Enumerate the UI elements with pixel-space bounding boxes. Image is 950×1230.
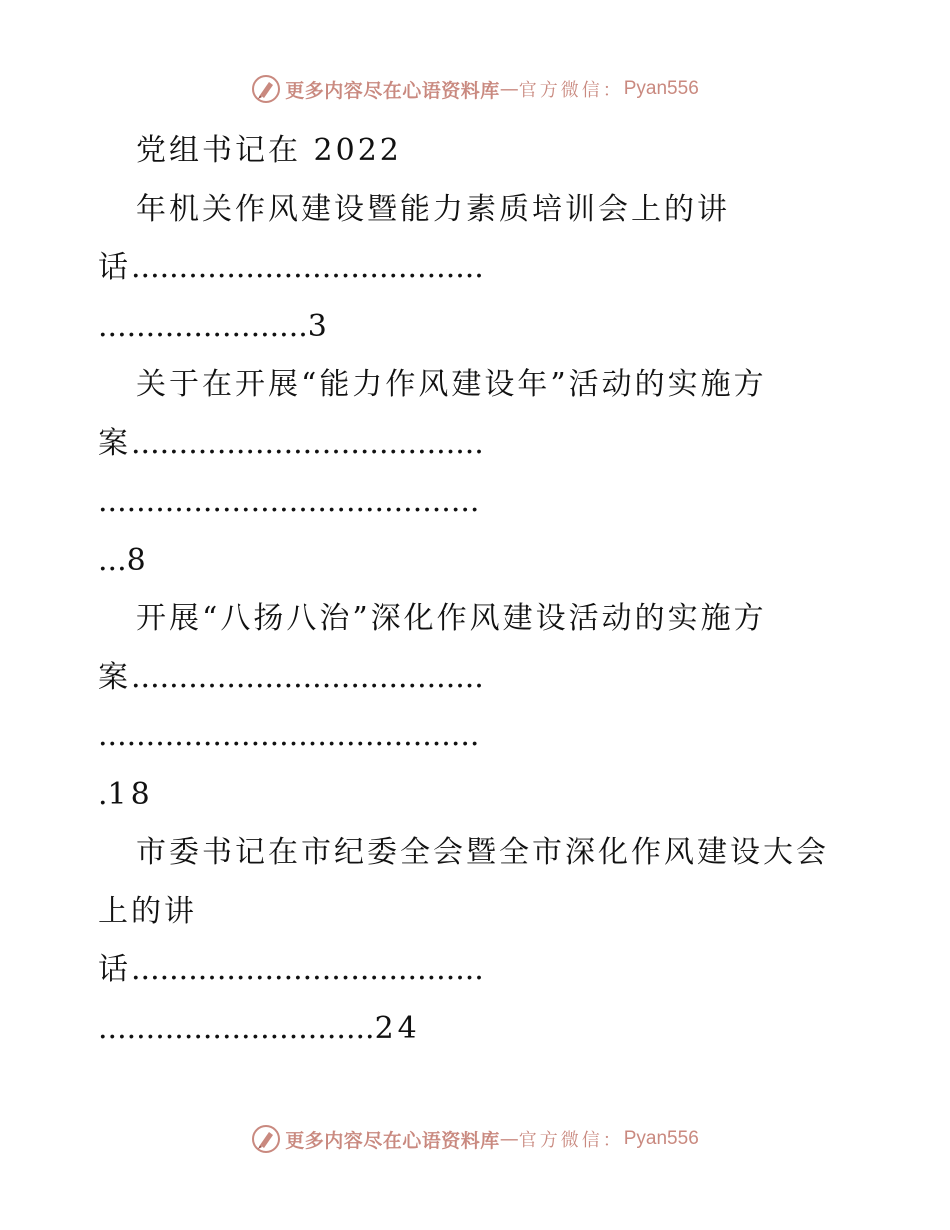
toc-leader-dots: ..................................... <box>131 659 484 695</box>
toc-entry-3-line-3[interactable] <box>98 707 858 766</box>
toc-entry-1-line-4[interactable] <box>98 298 858 357</box>
watermark-text: 更多内容尽在心语资料库 <box>285 79 500 102</box>
watermark-id: Pyan556 <box>623 78 699 99</box>
toc-entry-2-title-line-1[interactable]: 关于在开展“能力作风建设年”活动的实施方 <box>136 367 767 402</box>
toc-entry-1-page-number: 3 <box>307 308 331 344</box>
toc-entry-1-title-line-3: 话 <box>98 250 131 285</box>
watermark-separator: — <box>499 78 519 100</box>
toc-entry-4-line-3[interactable] <box>98 941 858 1000</box>
toc-entry-2-page-number: 8 <box>126 542 150 578</box>
watermark-footer <box>0 1121 950 1157</box>
toc-entry-3-line-2[interactable] <box>98 649 858 708</box>
toc-entry-3-page-number: 18 <box>107 776 154 812</box>
toc-entry-2-line-3[interactable] <box>98 473 858 532</box>
toc-entry-2-line-4[interactable] <box>98 532 858 591</box>
toc-entry-2-title-line-2: 案 <box>98 425 131 461</box>
toc-leader-dots: ..................................... <box>131 250 484 285</box>
watermark-id: Pyan556 <box>623 1128 699 1149</box>
toc-entry-3-title-line-1[interactable]: 开展“八扬八治”深化作风建设活动的实施方 <box>136 601 767 636</box>
toc-entry-4-line-4[interactable] <box>98 1000 858 1059</box>
toc-entry-1-line-3[interactable] <box>98 239 858 298</box>
pen-nib-icon <box>251 74 281 104</box>
toc-entry-3-title-line-2: 案 <box>98 659 131 695</box>
toc-entry-1-title-line-1[interactable]: 党组书记在 2022 <box>136 133 402 168</box>
toc-leader-dots: ............................. <box>98 1010 375 1046</box>
toc-leader-dots: ..................................... <box>131 425 484 461</box>
toc-leader-dots: ... <box>98 542 127 578</box>
toc-entry-4-title-line-1[interactable]: 市委书记在市纪委全会暨全市深化作风建设大会 <box>136 835 829 870</box>
watermark-separator: — <box>499 1128 519 1150</box>
watermark-header <box>0 71 950 107</box>
toc-leader-dots: ........................................ <box>98 718 480 753</box>
toc-leader-dots: ..................................... <box>131 952 484 987</box>
toc-entry-4-page-number: 24 <box>374 1010 421 1046</box>
watermark-label: 官方微信： <box>518 80 624 101</box>
toc-entry-3-line-4[interactable] <box>98 766 858 825</box>
pen-nib-icon <box>251 1124 281 1154</box>
toc-entry-1-title-line-2[interactable]: 年机关作风建设暨能力素质培训会上的讲 <box>136 191 730 227</box>
table-of-contents <box>98 122 858 1058</box>
toc-leader-dots: . <box>98 776 108 812</box>
toc-entry-2-line-2[interactable] <box>98 415 858 474</box>
toc-leader-dots: ........................................ <box>98 484 480 519</box>
toc-leader-dots: ...................... <box>98 308 308 344</box>
toc-entry-4-title-line-3: 话 <box>98 952 131 987</box>
watermark-label: 官方微信： <box>518 1130 624 1151</box>
toc-entry-4-title-line-2[interactable]: 上的讲 <box>98 893 197 929</box>
watermark-text: 更多内容尽在心语资料库 <box>285 1129 500 1152</box>
